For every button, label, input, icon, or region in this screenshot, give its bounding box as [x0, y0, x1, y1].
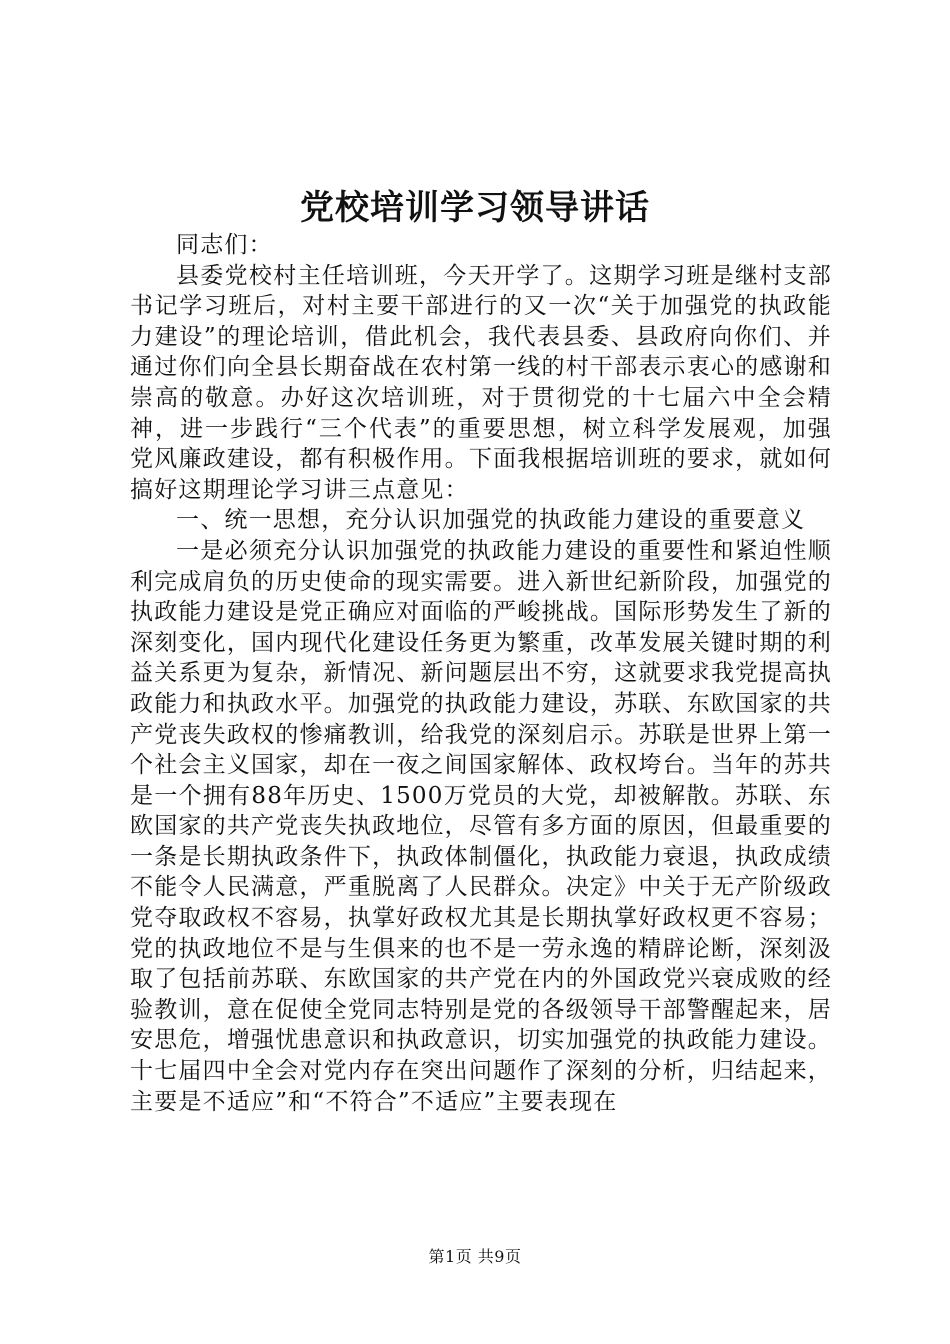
document-body: [130, 230, 832, 1117]
salutation: 同志们：: [176, 232, 273, 258]
body-paragraph: 县委党校村主任培训班，今天开学了。这期学习班是继村支部书记学习班后，对村主要干部进行的又一次“关于加强党的执政能力建设”的理论培训，借此机会，我代表县委、县政府向你们、并通过你们向全县长期奋战在农村第一线的村干部表示衷心的感谢和崇高的敬意。办好这次培训班，对于贯彻党的十七届六中全会精神，进一步践行“三个代表”的重要思想，树立科学发展观，加强党风廉政建设，都有积极作用。下面我根据培训班的要求，就如何搞好这期理论学习讲三点意见：: [130, 262, 832, 503]
section-heading: 一、统一思想，充分认识加强党的执政能力建设的重要意义: [176, 507, 806, 534]
document-title: 党校培训学习领导讲话: [300, 188, 650, 228]
body-paragraph: 一是必须充分认识加强党的执政能力建设的重要性和紧迫性顺利完成肩负的历史使命的现实需要。进入新世纪新阶段，加强党的执政能力建设是党正确应对面临的严峻挑战。国际形势发生了新的深刻变化，国内现代化建设任务更为繁重，改革发展关键时期的利益关系更为复杂，新情况、新问题层出不穷，这就要求我党提高执政能力和执政水平。加强党的执政能力建设，苏联、东欧国家的共产党丧失政权的惨痛教训，给我党的深刻启示。苏联是世界上第一个社会主义国家，却在一夜之间国家解体、政权垮台。当年的苏共是一个拥有88年历史、1500万党员的大党，却被解散。苏联、东欧国家的共产党丧失执政地位，尽管有多方面的原因，但最重要的一条是长期执政条件下，执政体制僵化，执政能力衰退，执政成绩不能令人民满意，严重脱离了人民群众。决定》中关于无产阶级政党夺取政权不容易，执掌好政权尤其是长期执掌好政权更不容易；党的执政地位不是与生俱来的也不是一劳永逸的精辟论断，深刻汲取了包括前苏联、东欧国家的共产党在内的外国政党兴衰成败的经验教训，意在促使全党同志特别是党的各级领导干部警醒起来，居安思危，增强忧患意识和执政意识，切实加强党的执政能力建设。十七届四中全会对党内存在突出问题作了深刻的分析，归结起来，主要是不适应”和“不符合”不适应”主要表现在: [130, 537, 832, 1115]
page-footer: 第1页 共9页: [428, 1247, 522, 1266]
